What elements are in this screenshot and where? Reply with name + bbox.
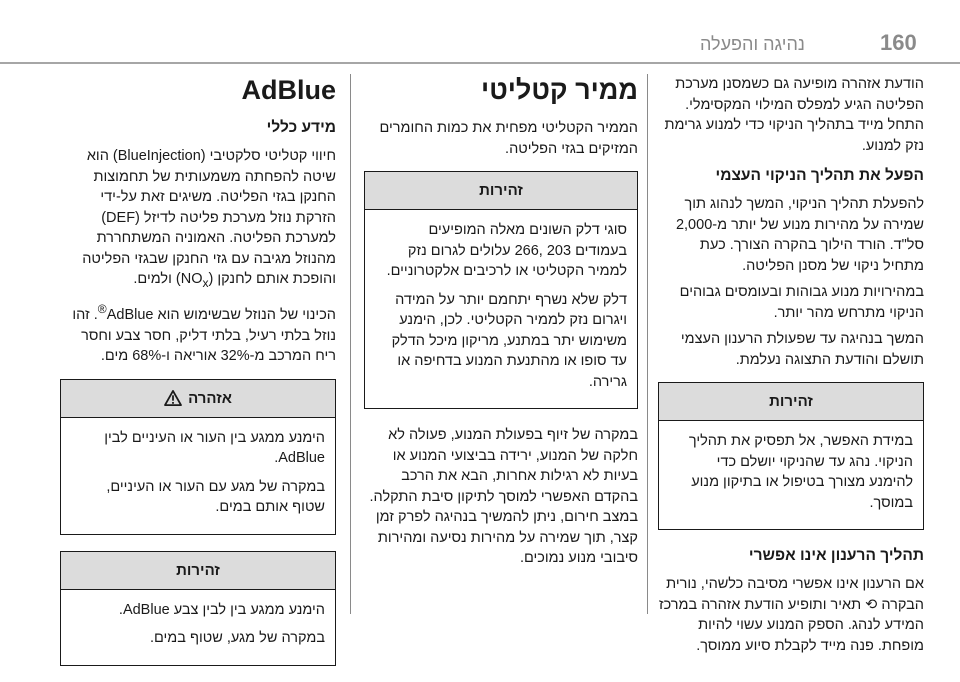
caution-box-body: [365, 210, 637, 408]
caution-box-cleaning: [658, 382, 924, 530]
warning-box-body: [61, 418, 335, 534]
chapter-title: נהיגה והפעלה: [700, 34, 805, 54]
cleaning-not-possible-para: [658, 574, 924, 656]
caution-box-header: [659, 383, 923, 421]
warning-triangle-icon: [164, 390, 182, 406]
adblue-para-1: [60, 146, 336, 293]
catalytic-converter-intro: הממיר הקטליטי מפחית את כמות החומרים המזיקים בגזי הפליטה.: [379, 120, 638, 157]
self-cleaning-para-3: המשך בנהיגה עד שפעולת הרענון העצמי תושלם והודעת התצוגה נעלמת.: [680, 331, 924, 368]
warning-box-header: [61, 380, 335, 418]
middle-column: [364, 74, 638, 575]
warning-para-2: במקרה של מגע עם העור או העיניים, שטוף אותם במים.: [106, 478, 325, 516]
nox-prefix: (NO: [180, 271, 214, 287]
adblue-para-2-suffix: . זהו נוזל בלתי רעיל, בלתי דליק, חסר צבע וחסר ריח המרכב מ-32% אוריאה ו-68% מים.: [72, 307, 336, 365]
self-cleaning-heading: הפעל את תהליך הניקוי העצמי: [715, 167, 924, 184]
caution-title: זהירות: [479, 182, 523, 199]
adblue-para-2: [60, 299, 336, 366]
general-info-heading: מידע כללי: [266, 119, 336, 136]
caution-text: במידת האפשר, אל תפסיק את תהליך הניקוי. נהג עד שהניקוי יושלם כדי להימנע מצורך בטיפול או בתיקון מנוע במוסך.: [688, 433, 913, 511]
column-divider-right: [647, 74, 648, 614]
dpf-warning-intro: הודעת אזהרה מופיעה גם כשמסנן מערכת הפליטה הגיע למפלס המילוי המקסימלי. התחל מייד בתהליך הניקוי כדי למנוע גרימת נזק למנוע.: [664, 76, 924, 154]
cleaning-not-possible-heading: תהליך הרענון אינו אפשרי: [748, 547, 924, 564]
nox-suffix: ) ולמים.: [133, 271, 181, 287]
warning-title: אזהרה: [188, 389, 232, 407]
caution-box-header: [365, 172, 637, 210]
warning-para-1: הימנע ממגע בין העור או העיניים לבין AdBlue.: [104, 429, 325, 467]
adblue-para-1-text: חיווי קטליטי סלקטיבי (BlueInjection) הוא שיטה להפחתה משמעותית של תחמוצות החנקן בגזי הפליטה. משיגים זאת על-ידי הזרקת נוזל מערכת פליטה לדיזל (DEF) למערכת הפליטה. האמוניה המשתחררת מהנוזל מגיבה עם גזי החנקן שבגזי הפליטה והופכת אותם לחנקן: [82, 148, 336, 287]
header-divider: [0, 62, 960, 64]
caution-box-header: [61, 552, 335, 590]
caution-box-body: [659, 421, 923, 529]
registered-mark: ®: [97, 302, 107, 317]
caution-title: זהירות: [769, 393, 813, 410]
page-header: [0, 30, 960, 64]
caution-title: זהירות: [176, 561, 220, 579]
para-4-start: אם הרענון אינו אפשרי מסיבה כלשהי, נורית הבקרה: [666, 576, 924, 613]
caution-box-catalytic: [364, 171, 638, 409]
caution-para-1: סוגי דלק השונים מאלה המופיעים בעמודים 203 ,266 עלולים לגרום נזק לממיר הקטליטי או לרכיבים אלקטרוניים.: [386, 222, 627, 279]
nox-subscript: x: [202, 275, 209, 290]
left-column: [60, 74, 336, 682]
adblue-para-2-prefix: הכינוי של הנוזל שבשימוש הוא AdBlue: [106, 307, 336, 324]
catalytic-converter-heading: ממיר קטליטי: [481, 75, 638, 105]
catalytic-malfunction-para: במקרה של זיוף בפעולת המנוע, פעולה לא חלקה של המנוע, ירידה בביצועי המנוע או בעיות לא רגילות אחרות, הבא את הרכב בהקדם האפשרי למוסך לתיקון סיבת התקלה. במצב חירום, ניתן להמשיך בנהיגה לפרק זמן קצר, תוך שמירה על מהירות נסיעה ומהירות סיבובי מנוע נמוכים.: [369, 427, 638, 566]
self-cleaning-para-2: במהירויות מנוע גבוהות ובעומסים גבוהים הניקוי מתרחש מהר יותר.: [679, 284, 924, 321]
caution-para-2: דלק שלא נשרף יתחמם יותר על המידה ויגרום נזק לממיר הקטליטי. לכן, הימנע משימוש יתר במתנע, מריקון מיכל הדלק עד סופו או מהתנעת המנוע בדחיפה או גרירה.: [391, 291, 627, 390]
self-cleaning-para-1: להפעלת תהליך הניקוי, המשך לנהוג תוך שמירה על מהירות מנוע של יותר מ-2,000 סל"ד. הורד הילוך בהקרה הצורך. כעת מתחיל ניקוי של מסנן הפליטה.: [675, 196, 924, 274]
right-column: [658, 74, 924, 662]
warning-box-adblue: [60, 379, 336, 535]
caution-para-2: במקרה של מגע, שטוף במים.: [149, 630, 325, 647]
caution-box-adblue: [60, 551, 336, 666]
para-4-end: תאיר ותופיע הודעת אזהרה במרכז המידע לנהג. הספק המנוע עשוי להיות מופחת. פנה מייד לקבלת סיוע ממוסך.: [658, 596, 924, 654]
dpf-control-light-icon: ⟲: [865, 596, 878, 613]
caution-box-body: [61, 590, 335, 665]
column-divider-left: [350, 74, 351, 614]
page-number: 160: [880, 30, 917, 55]
caution-para-1: הימנע ממגע בין לבין צבע AdBlue.: [118, 601, 325, 618]
adblue-heading: AdBlue: [241, 75, 336, 105]
